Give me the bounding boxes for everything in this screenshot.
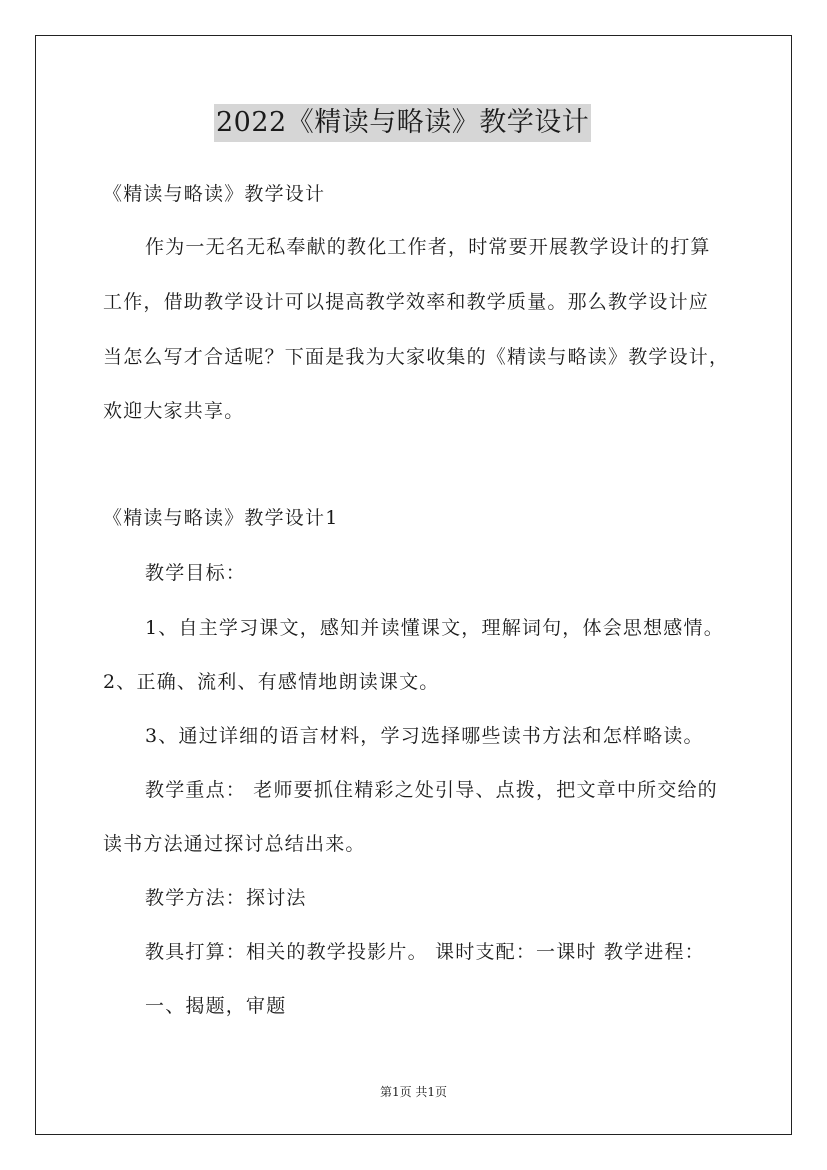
teaching-focus-line-2: 读书方法通过探讨总结出来。 bbox=[103, 833, 366, 855]
section-heading: 《精读与略读》教学设计1 bbox=[103, 507, 339, 529]
teaching-tools-line: 教具打算：相关的教学投影片。 课时支配：一课时 教学进程： bbox=[145, 941, 705, 963]
teaching-focus-line-1: 教学重点： 老师要抓住精彩之处引导、点拨，把文章中所交给的 bbox=[145, 779, 718, 801]
intro-line-4: 欢迎大家共享。 bbox=[103, 400, 245, 422]
intro-line-1: 作为一无名无私奉献的教化工作者，时常要开展教学设计的打算 bbox=[145, 236, 711, 258]
page-footer: 第1页 共1页 bbox=[379, 1085, 448, 1099]
step-one-heading: 一、揭题，审题 bbox=[145, 995, 287, 1017]
goal-item-1: 1、自主学习课文，感知并读懂课文，理解词句，体会思想感情。 bbox=[145, 617, 724, 639]
teaching-method: 教学方法：探讨法 bbox=[145, 887, 307, 909]
intro-line-3: 当怎么写才合适呢？下面是我为大家收集的《精读与略读》教学设计， bbox=[103, 346, 730, 368]
goal-item-2: 2、正确、流利、有感情地朗读课文。 bbox=[103, 671, 440, 693]
teaching-goals-label: 教学目标： bbox=[145, 562, 247, 584]
intro-line-2: 工作，借助教学设计可以提高教学效率和教学质量。那么教学设计应 bbox=[103, 291, 710, 313]
document-subtitle: 《精读与略读》教学设计 bbox=[103, 183, 326, 205]
document-title: 2022《精读与略读》教学设计 bbox=[214, 104, 591, 142]
goal-item-3: 3、通过详细的语言材料，学习选择哪些读书方法和怎样略读。 bbox=[145, 725, 704, 747]
